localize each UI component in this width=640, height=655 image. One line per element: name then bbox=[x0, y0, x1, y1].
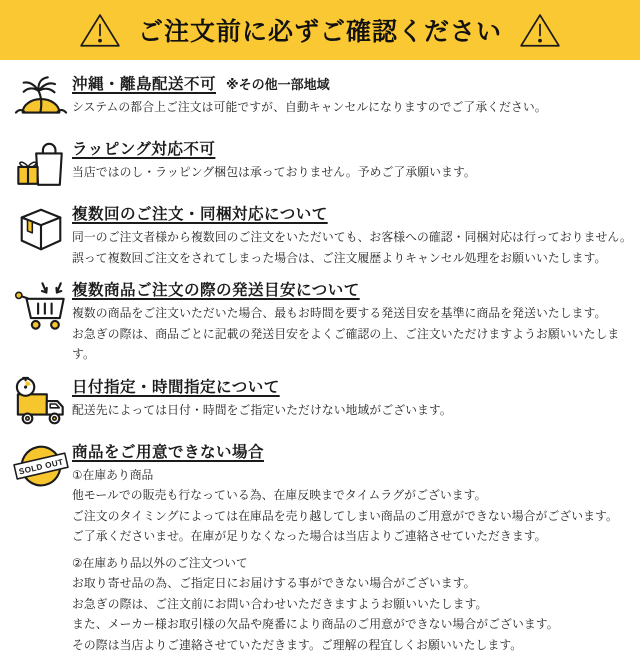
sold-out-label: SOLD OUT bbox=[18, 457, 64, 476]
section-item-unavailable bbox=[10, 440, 632, 655]
package-box-icon bbox=[10, 202, 72, 268]
section-text: その際は当店よりご連絡させていただきます。ご理解の程宜しくお願いいたします。 bbox=[72, 635, 632, 655]
subsection-heading: ②在庫あり品以外のご注文ついて bbox=[72, 553, 632, 574]
subsection-heading: ①在庫あり商品 bbox=[72, 465, 632, 486]
section-title: 複数回のご注文・同梱対応について bbox=[72, 202, 328, 224]
section-text: お取り寄せ品の為、ご指定日にお届けする事ができない場合がございます。 bbox=[72, 573, 632, 594]
section-text: また、メーカー様お取引様の欠品や廃番により商品のご用意ができない場合がございます。 bbox=[72, 614, 632, 635]
section-title: 沖縄・離島配送不可 bbox=[72, 72, 216, 94]
section-title: 日付指定・時間指定について bbox=[72, 375, 280, 397]
section-text: ご注文のタイミングによっては在庫品を売り越してしまい商品のご用意ができない場合がございます。 bbox=[72, 506, 632, 527]
section-text: 同一のご注文者様から複数回のご注文をいただいても、お客様への確認・同梱対応は行っておりません。 bbox=[72, 227, 632, 248]
section-text: お急ぎの際は、商品ごとに記載の発送目安をよくご確認の上、ご注文いただけますようお願いいたします。 bbox=[72, 324, 632, 365]
section-date-time bbox=[10, 375, 632, 430]
section-text: 誤って複数回ご注文をされてしまった場合は、ご注文履歴よりキャンセル処理をお願いいたします。 bbox=[72, 248, 632, 269]
section-title: ラッピング対応不可 bbox=[72, 137, 215, 159]
notice-banner bbox=[0, 0, 640, 60]
banner-title: ご注文前に必ずご確認ください bbox=[138, 12, 502, 48]
stock-subsection-1 bbox=[72, 465, 632, 547]
section-text: お急ぎの際は、ご注文前にお問い合わせいただきますようお願いいたします。 bbox=[72, 594, 632, 615]
gift-bag-icon bbox=[10, 137, 72, 192]
stock-subsection-2 bbox=[72, 553, 632, 655]
island-icon bbox=[10, 72, 72, 127]
section-title: 商品をご用意できない場合 bbox=[72, 440, 264, 462]
section-shipping-estimate bbox=[10, 278, 632, 365]
section-text: 配送先によっては日付・時間をご指定いただけない地域がございます。 bbox=[72, 400, 632, 421]
section-text: システムの都合上ご注文は可能ですが、自動キャンセルになりますのでご了承ください。 bbox=[72, 97, 632, 118]
cart-icon bbox=[10, 278, 72, 365]
section-text: 他モールでの販売も行なっている為、在庫反映までタイムラグがございます。 bbox=[72, 485, 632, 506]
section-text: 当店ではのし・ラッピング梱包は承っておりません。予めご了承願います。 bbox=[72, 162, 632, 183]
warning-triangle-icon bbox=[78, 11, 122, 49]
section-multiple-orders bbox=[10, 202, 632, 268]
section-text: 複数の商品をご注文いただいた場合、最もお時間を要する発送目安を基準に商品を発送いたします。 bbox=[72, 303, 632, 324]
section-title: 複数商品ご注文の際の発送目安について bbox=[72, 278, 360, 300]
section-no-wrapping bbox=[10, 137, 632, 192]
warning-triangle-icon bbox=[518, 11, 562, 49]
sold-out-icon bbox=[10, 440, 72, 655]
section-okinawa-shipping bbox=[10, 72, 632, 127]
section-title-note: ※その他一部地域 bbox=[226, 74, 330, 93]
notice-content bbox=[0, 60, 640, 655]
section-text: ご了承くださいませ。在庫が足りなくなった場合は当店よりご連絡させていただきます。 bbox=[72, 526, 632, 547]
delivery-truck-icon bbox=[10, 375, 72, 430]
